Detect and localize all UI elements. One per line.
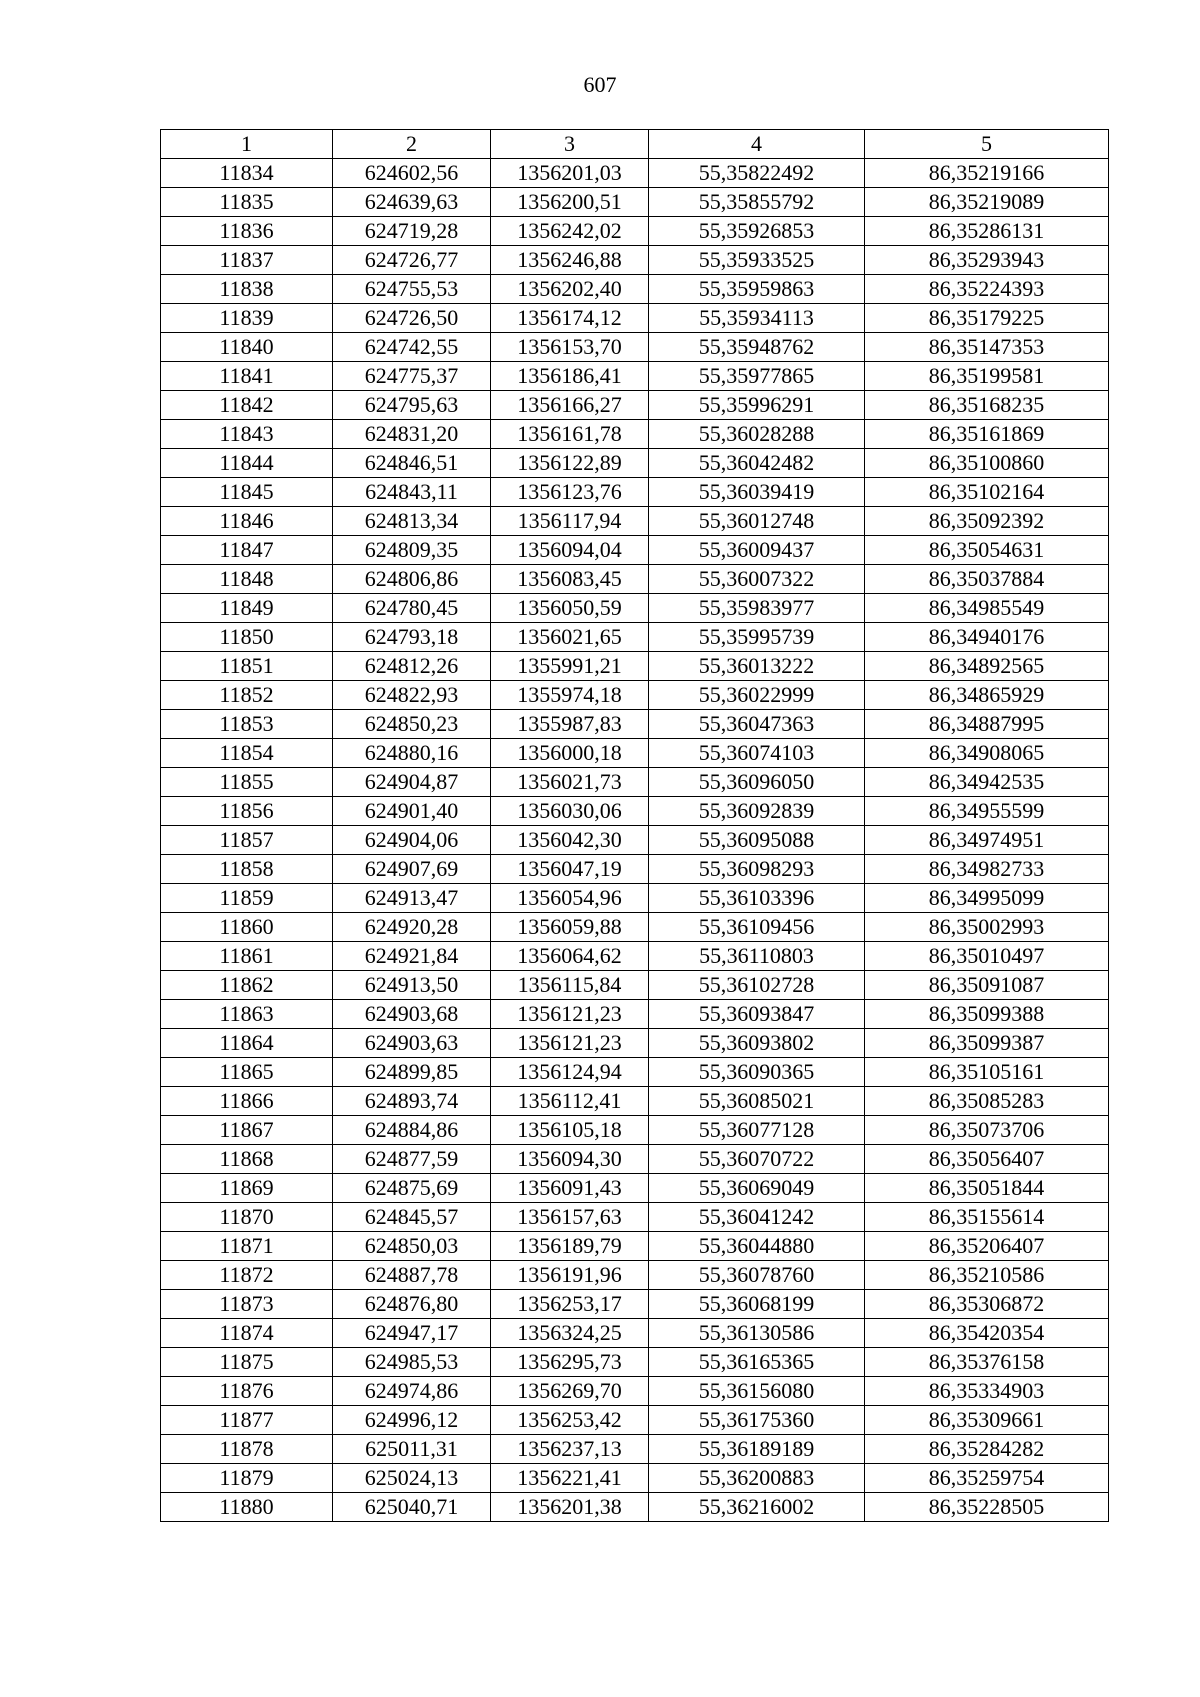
longitude-cell: 86,35085283: [865, 1087, 1109, 1116]
point-number-cell: 11880: [161, 1493, 333, 1522]
table-row: [161, 159, 1109, 188]
longitude-cell: 86,35099388: [865, 1000, 1109, 1029]
column-header-5: 5: [865, 130, 1109, 159]
x-coordinate-cell: 624809,35: [333, 536, 491, 565]
x-coordinate-cell: 625040,71: [333, 1493, 491, 1522]
table-row: [161, 942, 1109, 971]
x-coordinate-cell: 624903,63: [333, 1029, 491, 1058]
table-row: [161, 739, 1109, 768]
point-number-cell: 11845: [161, 478, 333, 507]
x-coordinate-cell: 624726,50: [333, 304, 491, 333]
x-coordinate-cell: 624812,26: [333, 652, 491, 681]
x-coordinate-cell: 624880,16: [333, 739, 491, 768]
y-coordinate-cell: 1356030,06: [491, 797, 649, 826]
y-coordinate-cell: 1356253,42: [491, 1406, 649, 1435]
y-coordinate-cell: 1356115,84: [491, 971, 649, 1000]
y-coordinate-cell: 1356094,04: [491, 536, 649, 565]
longitude-cell: 86,34887995: [865, 710, 1109, 739]
latitude-cell: 55,35933525: [649, 246, 865, 275]
point-number-cell: 11866: [161, 1087, 333, 1116]
longitude-cell: 86,35054631: [865, 536, 1109, 565]
table-row: [161, 652, 1109, 681]
y-coordinate-cell: 1356202,40: [491, 275, 649, 304]
y-coordinate-cell: 1356242,02: [491, 217, 649, 246]
longitude-cell: 86,35219166: [865, 159, 1109, 188]
table-row: [161, 304, 1109, 333]
y-coordinate-cell: 1355974,18: [491, 681, 649, 710]
x-coordinate-cell: 624920,28: [333, 913, 491, 942]
longitude-cell: 86,35155614: [865, 1203, 1109, 1232]
latitude-cell: 55,36047363: [649, 710, 865, 739]
longitude-cell: 86,35099387: [865, 1029, 1109, 1058]
point-number-cell: 11862: [161, 971, 333, 1000]
y-coordinate-cell: 1356105,18: [491, 1116, 649, 1145]
table-row: [161, 710, 1109, 739]
latitude-cell: 55,36009437: [649, 536, 865, 565]
table-row: [161, 507, 1109, 536]
longitude-cell: 86,35051844: [865, 1174, 1109, 1203]
longitude-cell: 86,34892565: [865, 652, 1109, 681]
point-number-cell: 11875: [161, 1348, 333, 1377]
table-row: [161, 913, 1109, 942]
longitude-cell: 86,35091087: [865, 971, 1109, 1000]
x-coordinate-cell: 624793,18: [333, 623, 491, 652]
longitude-cell: 86,35161869: [865, 420, 1109, 449]
x-coordinate-cell: 624846,51: [333, 449, 491, 478]
point-number-cell: 11860: [161, 913, 333, 942]
point-number-cell: 11861: [161, 942, 333, 971]
y-coordinate-cell: 1356021,65: [491, 623, 649, 652]
point-number-cell: 11837: [161, 246, 333, 275]
table-row: [161, 1319, 1109, 1348]
x-coordinate-cell: 624899,85: [333, 1058, 491, 1087]
longitude-cell: 86,35105161: [865, 1058, 1109, 1087]
point-number-cell: 11840: [161, 333, 333, 362]
table-row: [161, 971, 1109, 1000]
table-row: [161, 420, 1109, 449]
table-row: [161, 391, 1109, 420]
x-coordinate-cell: 624921,84: [333, 942, 491, 971]
latitude-cell: 55,35822492: [649, 159, 865, 188]
longitude-cell: 86,35102164: [865, 478, 1109, 507]
x-coordinate-cell: 624901,40: [333, 797, 491, 826]
latitude-cell: 55,36092839: [649, 797, 865, 826]
longitude-cell: 86,35073706: [865, 1116, 1109, 1145]
table-row: [161, 246, 1109, 275]
x-coordinate-cell: 624602,56: [333, 159, 491, 188]
y-coordinate-cell: 1356050,59: [491, 594, 649, 623]
table-row: [161, 565, 1109, 594]
latitude-cell: 55,35855792: [649, 188, 865, 217]
table-body: [161, 159, 1109, 1522]
table-row: [161, 1145, 1109, 1174]
longitude-cell: 86,35224393: [865, 275, 1109, 304]
point-number-cell: 11878: [161, 1435, 333, 1464]
y-coordinate-cell: 1356295,73: [491, 1348, 649, 1377]
longitude-cell: 86,35334903: [865, 1377, 1109, 1406]
table-row: [161, 478, 1109, 507]
table-row: [161, 797, 1109, 826]
x-coordinate-cell: 624843,11: [333, 478, 491, 507]
table-row: [161, 362, 1109, 391]
latitude-cell: 55,35959863: [649, 275, 865, 304]
latitude-cell: 55,36013222: [649, 652, 865, 681]
latitude-cell: 55,36109456: [649, 913, 865, 942]
latitude-cell: 55,36042482: [649, 449, 865, 478]
column-header-1: 1: [161, 130, 333, 159]
table-row: [161, 594, 1109, 623]
point-number-cell: 11856: [161, 797, 333, 826]
y-coordinate-cell: 1356324,25: [491, 1319, 649, 1348]
longitude-cell: 86,35259754: [865, 1464, 1109, 1493]
y-coordinate-cell: 1356117,94: [491, 507, 649, 536]
point-number-cell: 11859: [161, 884, 333, 913]
point-number-cell: 11849: [161, 594, 333, 623]
latitude-cell: 55,36077128: [649, 1116, 865, 1145]
x-coordinate-cell: 624780,45: [333, 594, 491, 623]
table-row: [161, 768, 1109, 797]
longitude-cell: 86,34982733: [865, 855, 1109, 884]
longitude-cell: 86,35056407: [865, 1145, 1109, 1174]
y-coordinate-cell: 1356091,43: [491, 1174, 649, 1203]
latitude-cell: 55,36012748: [649, 507, 865, 536]
y-coordinate-cell: 1356191,96: [491, 1261, 649, 1290]
point-number-cell: 11846: [161, 507, 333, 536]
longitude-cell: 86,35286131: [865, 217, 1109, 246]
x-coordinate-cell: 624875,69: [333, 1174, 491, 1203]
table-row: [161, 1493, 1109, 1522]
point-number-cell: 11851: [161, 652, 333, 681]
x-coordinate-cell: 624887,78: [333, 1261, 491, 1290]
point-number-cell: 11872: [161, 1261, 333, 1290]
x-coordinate-cell: 624974,86: [333, 1377, 491, 1406]
table-row: [161, 1203, 1109, 1232]
latitude-cell: 55,36078760: [649, 1261, 865, 1290]
longitude-cell: 86,35293943: [865, 246, 1109, 275]
table-header-row: [161, 130, 1109, 159]
column-header-2: 2: [333, 130, 491, 159]
x-coordinate-cell: 624845,57: [333, 1203, 491, 1232]
x-coordinate-cell: 624806,86: [333, 565, 491, 594]
point-number-cell: 11841: [161, 362, 333, 391]
point-number-cell: 11869: [161, 1174, 333, 1203]
point-number-cell: 11877: [161, 1406, 333, 1435]
point-number-cell: 11876: [161, 1377, 333, 1406]
table-row: [161, 333, 1109, 362]
point-number-cell: 11857: [161, 826, 333, 855]
y-coordinate-cell: 1356122,89: [491, 449, 649, 478]
latitude-cell: 55,36074103: [649, 739, 865, 768]
x-coordinate-cell: 624877,59: [333, 1145, 491, 1174]
y-coordinate-cell: 1356000,18: [491, 739, 649, 768]
latitude-cell: 55,35983977: [649, 594, 865, 623]
x-coordinate-cell: 624884,86: [333, 1116, 491, 1145]
y-coordinate-cell: 1356161,78: [491, 420, 649, 449]
point-number-cell: 11854: [161, 739, 333, 768]
y-coordinate-cell: 1356246,88: [491, 246, 649, 275]
longitude-cell: 86,35210586: [865, 1261, 1109, 1290]
point-number-cell: 11852: [161, 681, 333, 710]
y-coordinate-cell: 1355991,21: [491, 652, 649, 681]
table-row: [161, 275, 1109, 304]
page-number: 607: [583, 72, 617, 97]
x-coordinate-cell: 624904,87: [333, 768, 491, 797]
point-number-cell: 11868: [161, 1145, 333, 1174]
y-coordinate-cell: 1356189,79: [491, 1232, 649, 1261]
longitude-cell: 86,35002993: [865, 913, 1109, 942]
table-row: [161, 884, 1109, 913]
x-coordinate-cell: 624726,77: [333, 246, 491, 275]
latitude-cell: 55,36110803: [649, 942, 865, 971]
point-number-cell: 11844: [161, 449, 333, 478]
latitude-cell: 55,35934113: [649, 304, 865, 333]
y-coordinate-cell: 1356123,76: [491, 478, 649, 507]
y-coordinate-cell: 1356121,23: [491, 1029, 649, 1058]
longitude-cell: 86,34908065: [865, 739, 1109, 768]
longitude-cell: 86,35206407: [865, 1232, 1109, 1261]
y-coordinate-cell: 1356253,17: [491, 1290, 649, 1319]
table-row: [161, 1058, 1109, 1087]
x-coordinate-cell: 625011,31: [333, 1435, 491, 1464]
x-coordinate-cell: 624947,17: [333, 1319, 491, 1348]
table-row: [161, 855, 1109, 884]
latitude-cell: 55,36175360: [649, 1406, 865, 1435]
latitude-cell: 55,35926853: [649, 217, 865, 246]
x-coordinate-cell: 624985,53: [333, 1348, 491, 1377]
latitude-cell: 55,36130586: [649, 1319, 865, 1348]
longitude-cell: 86,35092392: [865, 507, 1109, 536]
latitude-cell: 55,36216002: [649, 1493, 865, 1522]
x-coordinate-cell: 624639,63: [333, 188, 491, 217]
longitude-cell: 86,35420354: [865, 1319, 1109, 1348]
y-coordinate-cell: 1356021,73: [491, 768, 649, 797]
y-coordinate-cell: 1356201,03: [491, 159, 649, 188]
table-row: [161, 1406, 1109, 1435]
longitude-cell: 86,34942535: [865, 768, 1109, 797]
latitude-cell: 55,36039419: [649, 478, 865, 507]
point-number-cell: 11864: [161, 1029, 333, 1058]
table-row: [161, 681, 1109, 710]
point-number-cell: 11842: [161, 391, 333, 420]
point-number-cell: 11834: [161, 159, 333, 188]
x-coordinate-cell: 624742,55: [333, 333, 491, 362]
point-number-cell: 11879: [161, 1464, 333, 1493]
longitude-cell: 86,34985549: [865, 594, 1109, 623]
x-coordinate-cell: 624831,20: [333, 420, 491, 449]
point-number-cell: 11871: [161, 1232, 333, 1261]
longitude-cell: 86,35100860: [865, 449, 1109, 478]
latitude-cell: 55,36165365: [649, 1348, 865, 1377]
table-row: [161, 1000, 1109, 1029]
y-coordinate-cell: 1356186,41: [491, 362, 649, 391]
coordinates-table: [160, 129, 1109, 1522]
longitude-cell: 86,35309661: [865, 1406, 1109, 1435]
latitude-cell: 55,35996291: [649, 391, 865, 420]
table-row: [161, 536, 1109, 565]
x-coordinate-cell: 624822,93: [333, 681, 491, 710]
point-number-cell: 11847: [161, 536, 333, 565]
point-number-cell: 11850: [161, 623, 333, 652]
latitude-cell: 55,36069049: [649, 1174, 865, 1203]
y-coordinate-cell: 1356166,27: [491, 391, 649, 420]
table-row: [161, 1116, 1109, 1145]
longitude-cell: 86,34974951: [865, 826, 1109, 855]
y-coordinate-cell: 1356054,96: [491, 884, 649, 913]
x-coordinate-cell: 624850,03: [333, 1232, 491, 1261]
latitude-cell: 55,36070722: [649, 1145, 865, 1174]
latitude-cell: 55,36090365: [649, 1058, 865, 1087]
latitude-cell: 55,36102728: [649, 971, 865, 1000]
latitude-cell: 55,36093802: [649, 1029, 865, 1058]
x-coordinate-cell: 624719,28: [333, 217, 491, 246]
longitude-cell: 86,35037884: [865, 565, 1109, 594]
longitude-cell: 86,35010497: [865, 942, 1109, 971]
latitude-cell: 55,36041242: [649, 1203, 865, 1232]
point-number-cell: 11835: [161, 188, 333, 217]
point-number-cell: 11848: [161, 565, 333, 594]
longitude-cell: 86,35219089: [865, 188, 1109, 217]
longitude-cell: 86,35306872: [865, 1290, 1109, 1319]
table-row: [161, 1290, 1109, 1319]
latitude-cell: 55,36103396: [649, 884, 865, 913]
latitude-cell: 55,36044880: [649, 1232, 865, 1261]
table-row: [161, 1348, 1109, 1377]
longitude-cell: 86,35168235: [865, 391, 1109, 420]
longitude-cell: 86,35199581: [865, 362, 1109, 391]
y-coordinate-cell: 1356042,30: [491, 826, 649, 855]
latitude-cell: 55,36098293: [649, 855, 865, 884]
point-number-cell: 11867: [161, 1116, 333, 1145]
y-coordinate-cell: 1356047,19: [491, 855, 649, 884]
y-coordinate-cell: 1356174,12: [491, 304, 649, 333]
y-coordinate-cell: 1356157,63: [491, 1203, 649, 1232]
table-row: [161, 1377, 1109, 1406]
point-number-cell: 11836: [161, 217, 333, 246]
latitude-cell: 55,36200883: [649, 1464, 865, 1493]
point-number-cell: 11865: [161, 1058, 333, 1087]
x-coordinate-cell: 624813,34: [333, 507, 491, 536]
x-coordinate-cell: 625024,13: [333, 1464, 491, 1493]
point-number-cell: 11855: [161, 768, 333, 797]
x-coordinate-cell: 624913,50: [333, 971, 491, 1000]
y-coordinate-cell: 1356237,13: [491, 1435, 649, 1464]
x-coordinate-cell: 624904,06: [333, 826, 491, 855]
y-coordinate-cell: 1356153,70: [491, 333, 649, 362]
x-coordinate-cell: 624996,12: [333, 1406, 491, 1435]
y-coordinate-cell: 1356094,30: [491, 1145, 649, 1174]
longitude-cell: 86,35179225: [865, 304, 1109, 333]
latitude-cell: 55,36068199: [649, 1290, 865, 1319]
point-number-cell: 11873: [161, 1290, 333, 1319]
table-row: [161, 1464, 1109, 1493]
x-coordinate-cell: 624907,69: [333, 855, 491, 884]
y-coordinate-cell: 1356221,41: [491, 1464, 649, 1493]
x-coordinate-cell: 624893,74: [333, 1087, 491, 1116]
latitude-cell: 55,35977865: [649, 362, 865, 391]
point-number-cell: 11843: [161, 420, 333, 449]
table-row: [161, 1261, 1109, 1290]
longitude-cell: 86,35284282: [865, 1435, 1109, 1464]
table-row: [161, 826, 1109, 855]
point-number-cell: 11838: [161, 275, 333, 304]
y-coordinate-cell: 1356112,41: [491, 1087, 649, 1116]
latitude-cell: 55,36156080: [649, 1377, 865, 1406]
point-number-cell: 11853: [161, 710, 333, 739]
latitude-cell: 55,36007322: [649, 565, 865, 594]
x-coordinate-cell: 624913,47: [333, 884, 491, 913]
column-header-4: 4: [649, 130, 865, 159]
point-number-cell: 11839: [161, 304, 333, 333]
point-number-cell: 11858: [161, 855, 333, 884]
point-number-cell: 11874: [161, 1319, 333, 1348]
table-row: [161, 449, 1109, 478]
latitude-cell: 55,36189189: [649, 1435, 865, 1464]
table-row: [161, 1029, 1109, 1058]
table-row: [161, 188, 1109, 217]
y-coordinate-cell: 1356269,70: [491, 1377, 649, 1406]
longitude-cell: 86,34865929: [865, 681, 1109, 710]
table-row: [161, 217, 1109, 246]
y-coordinate-cell: 1356059,88: [491, 913, 649, 942]
x-coordinate-cell: 624876,80: [333, 1290, 491, 1319]
point-number-cell: 11870: [161, 1203, 333, 1232]
y-coordinate-cell: 1356121,23: [491, 1000, 649, 1029]
y-coordinate-cell: 1355987,83: [491, 710, 649, 739]
latitude-cell: 55,36095088: [649, 826, 865, 855]
latitude-cell: 55,35948762: [649, 333, 865, 362]
table-row: [161, 1232, 1109, 1261]
latitude-cell: 55,36093847: [649, 1000, 865, 1029]
table-row: [161, 1174, 1109, 1203]
table-row: [161, 1087, 1109, 1116]
latitude-cell: 55,36096050: [649, 768, 865, 797]
longitude-cell: 86,35376158: [865, 1348, 1109, 1377]
table-row: [161, 623, 1109, 652]
x-coordinate-cell: 624755,53: [333, 275, 491, 304]
longitude-cell: 86,34995099: [865, 884, 1109, 913]
longitude-cell: 86,35228505: [865, 1493, 1109, 1522]
latitude-cell: 55,36085021: [649, 1087, 865, 1116]
x-coordinate-cell: 624795,63: [333, 391, 491, 420]
x-coordinate-cell: 624775,37: [333, 362, 491, 391]
y-coordinate-cell: 1356201,38: [491, 1493, 649, 1522]
x-coordinate-cell: 624903,68: [333, 1000, 491, 1029]
y-coordinate-cell: 1356064,62: [491, 942, 649, 971]
x-coordinate-cell: 624850,23: [333, 710, 491, 739]
longitude-cell: 86,34955599: [865, 797, 1109, 826]
column-header-3: 3: [491, 130, 649, 159]
longitude-cell: 86,34940176: [865, 623, 1109, 652]
y-coordinate-cell: 1356083,45: [491, 565, 649, 594]
table-row: [161, 1435, 1109, 1464]
y-coordinate-cell: 1356124,94: [491, 1058, 649, 1087]
latitude-cell: 55,36022999: [649, 681, 865, 710]
longitude-cell: 86,35147353: [865, 333, 1109, 362]
latitude-cell: 55,36028288: [649, 420, 865, 449]
y-coordinate-cell: 1356200,51: [491, 188, 649, 217]
point-number-cell: 11863: [161, 1000, 333, 1029]
latitude-cell: 55,35995739: [649, 623, 865, 652]
